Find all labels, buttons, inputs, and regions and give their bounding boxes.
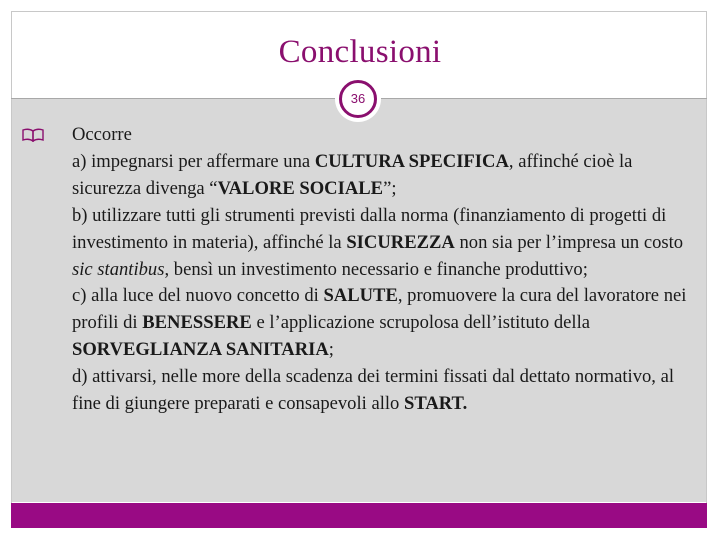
slide-body [72, 122, 702, 418]
lead-text: Occorre [72, 124, 132, 145]
point-d: d) attivarsi, nelle more della scadenza dei termini fissati dal dettato normativo, al fine di giungere preparati e consapevoli allo START. [72, 366, 675, 415]
point-b: b) utilizzare tutti gli strumenti previsti dalla norma (finanziamento di progetti di investimento in materia), affinché la SICUREZZA non sia per l’impresa un costo sic stantibus, bensì un investimento necessario e finanche produttivo; [72, 204, 684, 280]
slide-title: Conclusioni [278, 34, 442, 70]
footer-bar [11, 503, 707, 528]
point-a: a) impegnarsi per affermare una CULTURA SPECIFICA, affinché cioè la sicurezza divenga “VALORE SOCIALE”; [72, 150, 633, 199]
slide-number-badge: 36 [339, 80, 377, 118]
point-c: c) alla luce del nuovo concetto di SALUTE, promuovere la cura del lavoratore nei profili di BENESSERE e l’applicazione scrupolosa dell’istituto della SORVEGLIANZA SANITARIA; [72, 285, 687, 361]
open-book-bullet-icon [22, 128, 44, 142]
